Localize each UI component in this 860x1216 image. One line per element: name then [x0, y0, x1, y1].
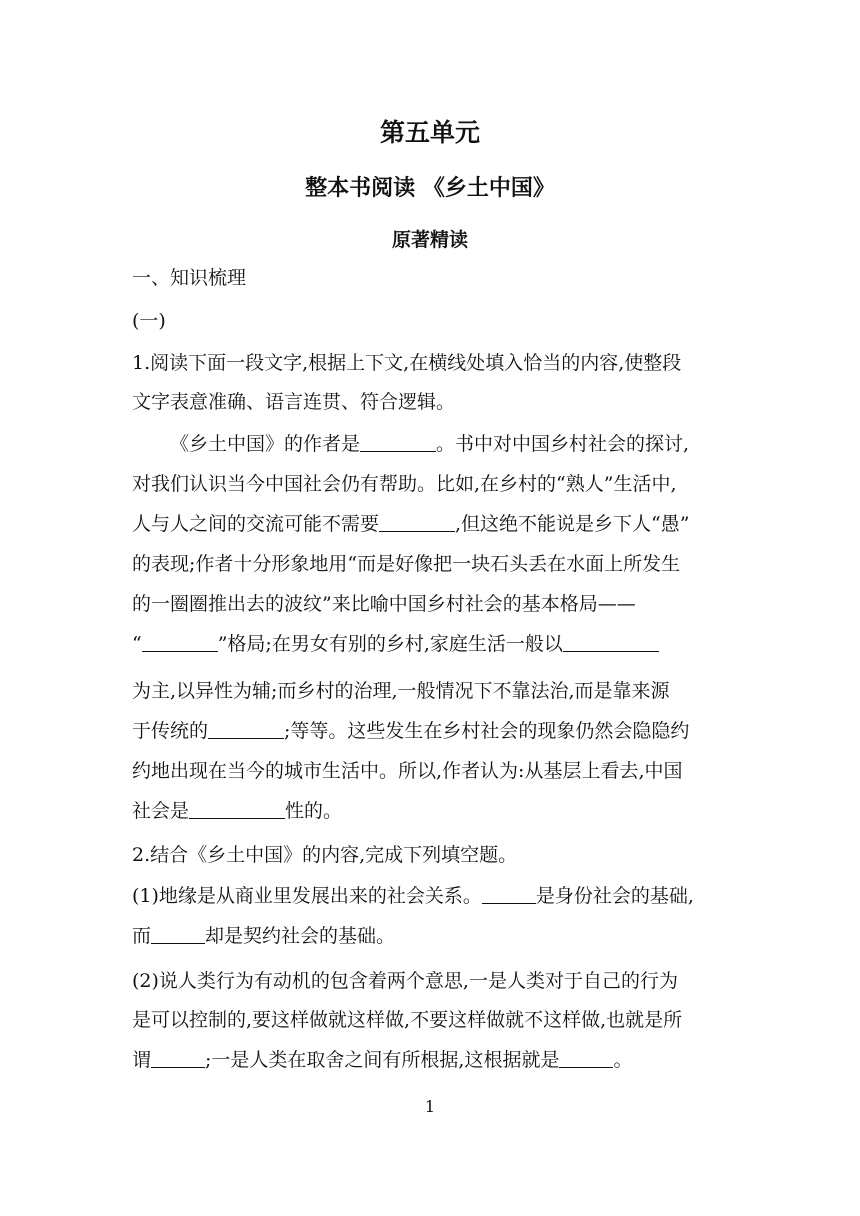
- q2-sub2-line1: (2)说人类行为有动机的包含着两个意思,一是人类对于自己的行为: [132, 970, 678, 992]
- passage-line: [132, 592, 726, 616]
- answer-blank[interactable]: [360, 433, 436, 452]
- q2-sub2-line3: 谓 ;一是人类在取舍之间有所根据,这根据就是 。: [132, 1049, 633, 1071]
- passage-text: 为主,以异性为辅;而乡村的治理,一般情况下不靠法治,而是靠来源: [132, 680, 670, 702]
- answer-blank[interactable]: [189, 800, 285, 819]
- q1-instruction-line1: 1.阅读下面一段文字,根据上下文,在横线处填入恰当的内容,使整段: [132, 352, 682, 374]
- passage-text: 的表现;作者十分形象地用“而是好像把一块石头丢在水面上所发生: [132, 553, 681, 575]
- q2-sub2-line2: 是可以控制的,要这样做就这样做,不要这样做就不这样做,也就是所: [132, 1009, 683, 1031]
- q2-instruction: 2.结合《乡土中国》的内容,完成下列填空题。: [132, 844, 518, 866]
- passage-line: [132, 552, 726, 576]
- passage-line: [170, 432, 726, 456]
- passage-line: [132, 759, 726, 783]
- heading-knowledge: 一、知识梳理: [132, 267, 247, 289]
- answer-blank[interactable]: [142, 633, 218, 652]
- answer-blank[interactable]: [379, 513, 455, 532]
- q2-sub1-line1: (1)地缘是从商业里发展出来的社会关系。 是身份社会的基础,: [132, 885, 694, 907]
- part-label: (一): [132, 310, 166, 332]
- answer-blank[interactable]: [482, 885, 536, 904]
- passage-line: 社会是 性的。: [132, 800, 343, 822]
- passage-text: 约地出现在当今的城市生活中。所以,作者认为:从基层上看去,中国: [132, 760, 683, 782]
- passage-text: 对我们认识当今中国社会仍有帮助。比如,在乡村的“熟人”生活中,: [132, 473, 677, 495]
- answer-blank[interactable]: [563, 633, 659, 652]
- answer-blank[interactable]: [151, 1049, 205, 1068]
- passage-line: [132, 512, 726, 536]
- answer-blank[interactable]: [559, 1049, 613, 1068]
- page-number: 1: [424, 1097, 436, 1116]
- passage-line: 于传统的 ;等等。这些发生在乡村社会的现象仍然会隐隐约: [132, 720, 690, 742]
- passage-text: 《乡土中国》的作者是 。书中对中国乡村社会的探讨,: [170, 433, 690, 455]
- book-subtitle: 整本书阅读 《乡土中国》: [305, 176, 555, 201]
- unit-title: 第五单元: [379, 118, 480, 147]
- passage-text: 的一圈圈推出去的波纹”来比喻中国乡村社会的基本格局——: [132, 593, 636, 615]
- passage-line: [132, 472, 726, 496]
- q1-instruction-line2: 文字表意准确、语言连贯、符合逻辑。: [132, 391, 456, 413]
- passage-line: “ ”格局;在男女有别的乡村,家庭生活一般以: [132, 632, 659, 656]
- answer-blank[interactable]: [208, 720, 284, 739]
- passage-text: 人与人之间的交流可能不需要 ,但这绝不能说是乡下人“愚”: [132, 513, 690, 535]
- section-title: 原著精读: [391, 229, 468, 251]
- q2-sub1-line2: 而 却是契约社会的基础。: [132, 925, 396, 947]
- passage-line: [132, 679, 726, 703]
- answer-blank[interactable]: [151, 925, 205, 944]
